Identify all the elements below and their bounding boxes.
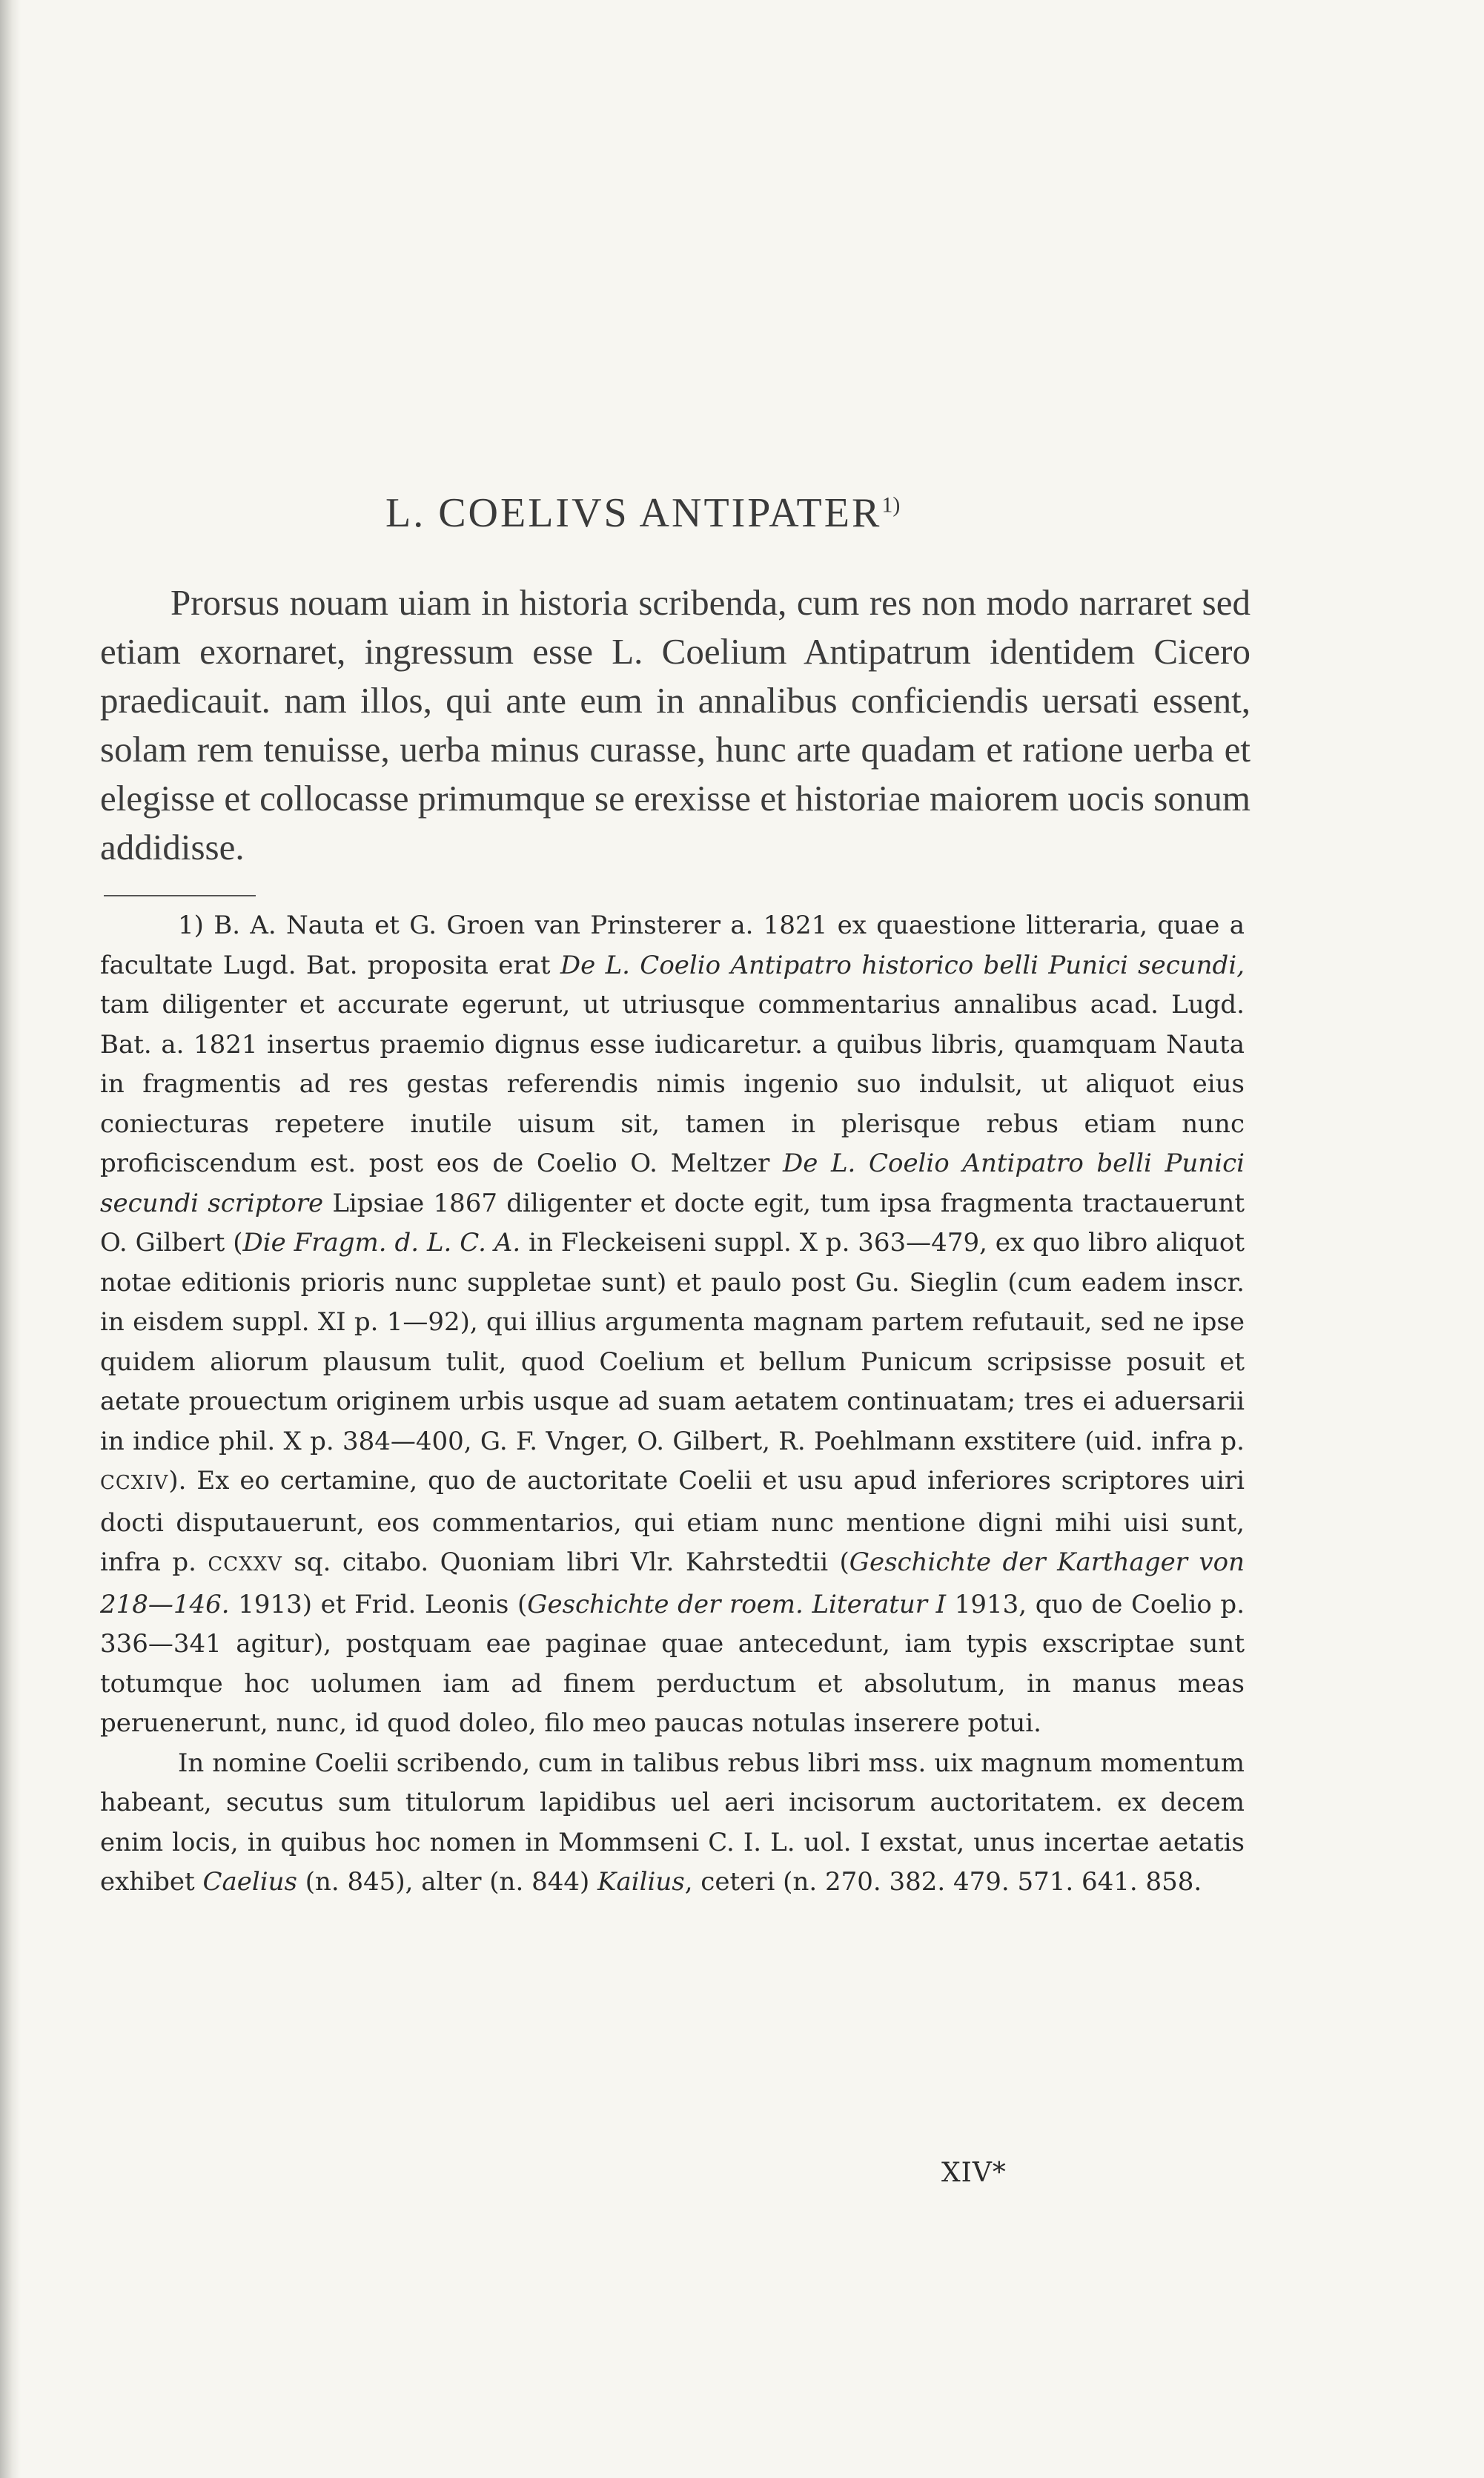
footnote-text: tam diligenter et accurate egerunt, ut utriusque commentarius annalibus acad. Lugd. Bat. a. 1821 insertus praemio dignus esse iudicaretur. a quibus libris, quamquam Nauta in fragmentis ad res gestas referendis nimis ingenio suo indulsit, ut aliquot eius coniecturas repetere inutile uisum sit, tamen in plerisque rebus etiam nunc proficiscendum est. post eos de Coelio O. Meltzer	[100, 990, 1245, 1178]
page-reference: CCXXV	[208, 1553, 282, 1576]
chapter-title	[385, 489, 1053, 537]
footnote-text: (n. 845), alter (n. 844)	[297, 1867, 598, 1897]
footnote-italic-word: Kailius	[597, 1867, 685, 1897]
footnote-italic-title: Geschichte der Karthager von 218—146.	[100, 1547, 1245, 1619]
footnote-italic-word: Caelius	[202, 1867, 297, 1897]
footnote-paragraph-1	[100, 906, 1245, 1744]
chapter-title-text: L. COELIVS ANTIPATER	[385, 490, 882, 536]
footnote-text: , ceteri (n. 270. 382. 479. 571. 641. 858.	[684, 1867, 1202, 1897]
intro-paragraph: Prorsus nouam uiam in historia scribenda, cum res non modo narraret sed etiam exornaret, ingressum esse L. Coelium Antipatrum identidem Cicero praedicauit. nam illos, qui ante eum in annalibus conficiendis uersati essent, solam rem tenuisse, uerba minus curasse, hunc arte quadam et ratione uerba et elegisse et collocasse primumque se erexisse et historiae maiorem uocis sonum addidisse.	[100, 582, 1251, 868]
footnote-text: 1913, quo de Coelio p. 336—341 agitur), postquam eae paginae quae antecedunt, iam typis exscriptae sunt totumque hoc uolumen iam ad finem perductum et absolutum, in manus meas peruenerunt, nunc, id quod doleo, filo meo paucas notulas inserere potui.	[100, 1589, 1245, 1738]
footnote	[100, 906, 1245, 1903]
footnote-text: in Fleckeiseni suppl. X p. 363—479, ex quo libro aliquot notae editionis prioris nunc suppletae sunt) et paulo post Gu. Sieglin (cum eadem inscr. in eisdem suppl. XI p. 1—92), qui illius argumenta magnam partem refutauit, sed ne ipse quidem aliorum plausum tulit, quod Coelium et bellum Punicum scripsisse posuit et aetate prouectum originem urbis usque ad suam aetatem continuatam; tres ei aduersarii in indice phil. X p. 384—400, G. F. Vnger, O. Gilbert, R. Poehlmann exstitere (uid. infra p.	[100, 1228, 1245, 1456]
page-reference: CCXIV	[100, 1472, 169, 1494]
page-binding-edge	[0, 0, 21, 2478]
footnote-text: ). Ex eo certamine, quo de auctoritate Coelii et usu apud inferiores scriptores uiri docti disputauerunt, eos commentarios, qui etiam nunc mentione digni mihi uisi sunt, infra p.	[100, 1466, 1245, 1577]
footnote-text: sq. citabo. Quoniam libri Vlr. Kahrstedtii (	[282, 1547, 849, 1577]
footnote-reference: 1)	[881, 492, 901, 518]
footnote-separator	[104, 895, 256, 896]
footnote-text: 1) B. A. Nauta et G. Groen van Prinsterer a. 1821 ex quaestione litteraria, quae a facultate Lugd. Bat. proposita erat	[100, 911, 1245, 980]
footnote-italic-title: De L. Coelio Antipatro historico belli Punici secundi,	[560, 950, 1245, 980]
footnote-italic-title: Geschichte der roem. Literatur I	[527, 1589, 947, 1619]
footnote-italic-title: Die Fragm. d. L. C. A.	[242, 1228, 521, 1258]
footnote-paragraph-2	[100, 1744, 1245, 1903]
signature-mark: XIV*	[941, 2158, 1007, 2188]
footnote-italic-title: De L. Coelio Antipatro belli Punici secundi scriptore	[100, 1149, 1245, 1218]
footnote-text: 1913) et Frid. Leonis (	[229, 1589, 528, 1619]
footnote-text: In nomine Coelii scribendo, cum in talibus rebus libri mss. uix magnum momentum habeant, secutus sum titulorum lapidibus uel aeri incisorum auctoritatem. ex decem enim locis, in quibus hoc nomen in Mommseni C. I. L. uol. I exstat, unus incertae aetatis exhibet	[100, 1748, 1245, 1897]
footnote-text: Lipsiae 1867 diligenter et docte egit, tum ipsa fragmenta tractauerunt O. Gilbert (	[100, 1188, 1245, 1258]
